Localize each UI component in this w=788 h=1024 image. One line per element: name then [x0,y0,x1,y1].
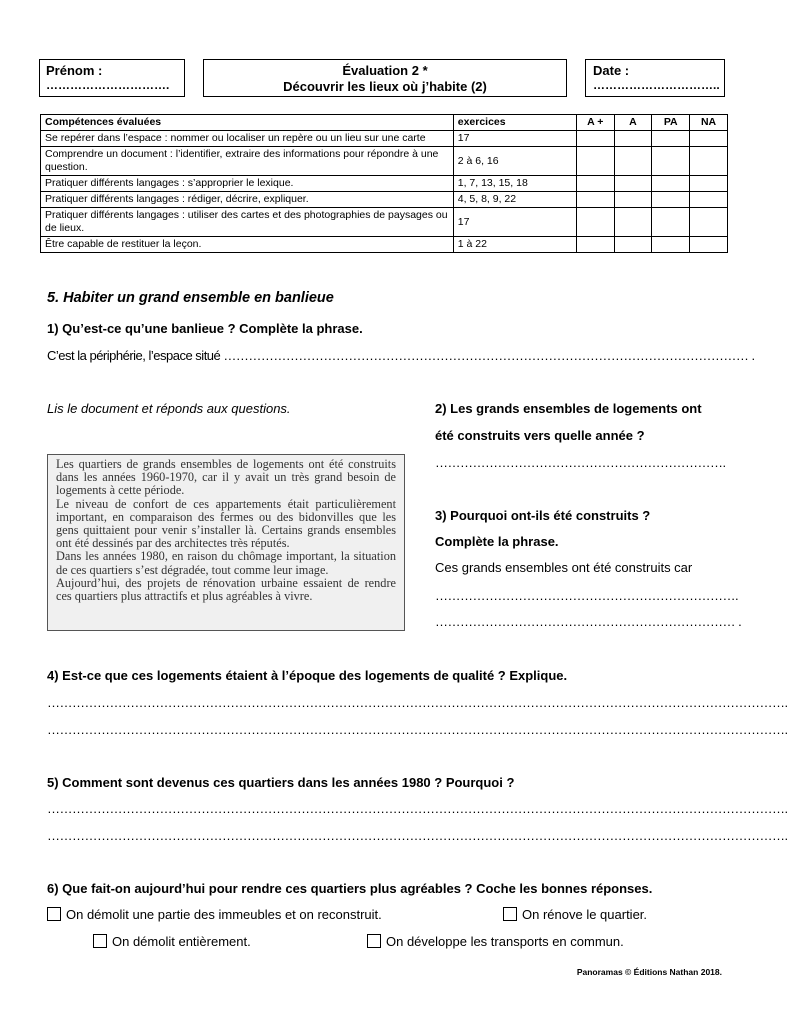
table-row [41,147,728,176]
grade-cell[interactable] [652,208,690,237]
grade-cell[interactable] [614,237,652,253]
document-paragraph: Dans les années 1980, en raison du chômage important, la situation de ces quartiers s’est dégradée, tout comme leur image. [56,549,396,577]
exercise-cell: 17 [453,131,576,147]
grade-cell[interactable] [652,237,690,253]
question-6: 6) Que fait-on aujourd’hui pour rendre ces quartiers plus agréables ? Coche les bonnes réponses. [47,881,653,896]
table-row [41,192,728,208]
grade-cell[interactable] [614,176,652,192]
grade-cell[interactable] [652,176,690,192]
option-demolish-entirely[interactable] [93,934,251,949]
grade-cell[interactable] [614,131,652,147]
exercise-cell: 2 à 6, 16 [453,147,576,176]
evaluation-title-box [203,59,567,97]
grade-cell[interactable] [576,147,614,176]
grade-cell[interactable] [576,176,614,192]
option-label: On développe les transports en commun. [386,934,624,949]
footer-credit: Panoramas © Éditions Nathan 2018. [576,967,722,977]
col-header-na: NA [690,115,728,131]
col-header-pa: PA [652,115,690,131]
answer-4-line1[interactable]: ……………………………………………………………………………………………………………………………………………………………. [47,695,788,710]
table-row [41,131,728,147]
question-3-line1: 3) Pourquoi ont-ils été construits ? [435,508,651,523]
skill-cell: Pratiquer différents langages : s’approprier le lexique. [41,176,454,192]
prenom-label: Prénom : [46,63,103,78]
grade-cell[interactable] [576,192,614,208]
grade-cell[interactable] [690,176,728,192]
option-label: On rénove le quartier. [522,907,648,922]
answer-5-line2[interactable]: ……………………………………………………………………………………………………………………………………………………………. [47,828,788,843]
document-paragraph: Le niveau de confort de ces appartements était particulièrement important, en comparaison des fermes ou des bidonvilles que les gens quittaient pour venir s’installer là. Certains grands ensembles ont été dessinés par des architectes très réputés. [56,496,396,551]
checkbox[interactable] [367,934,381,948]
skill-cell: Être capable de restituer la leçon. [41,237,454,253]
table-row [41,176,728,192]
checkbox[interactable] [47,907,61,921]
grade-cell[interactable] [690,237,728,253]
question-3-prompt: Ces grands ensembles ont été construits car [435,560,693,575]
evaluation-subtitle: Découvrir les lieux où j’habite (2) [283,79,487,94]
answer-2-line[interactable]: ……………………………………………………………. [435,455,726,470]
grade-cell[interactable] [576,237,614,253]
option-label: On démolit une partie des immeubles et on reconstruit. [66,907,382,922]
exercise-cell: 1, 7, 13, 15, 18 [453,176,576,192]
col-header-a-plus: A + [576,115,614,131]
section-title: 5. Habiter un grand ensemble en banlieue [47,290,334,306]
date-label: Date : [593,63,630,78]
grade-cell[interactable] [576,131,614,147]
answer-3-line1[interactable]: ………………………………………………………………. [435,588,739,603]
evaluation-title: Évaluation 2 * [342,63,428,78]
prenom-blank[interactable]: …………………………. [46,78,170,92]
option-renovate[interactable] [503,907,647,922]
answer-3-line2[interactable]: ……………………………………………………………… . [435,614,742,629]
skill-cell: Pratiquer différents langages : rédiger, décrire, expliquer. [41,192,454,208]
grade-cell[interactable] [690,131,728,147]
question-2-line2: été construits vers quelle année ? [435,428,645,443]
question-2-line1: 2) Les grands ensembles de logements ont [435,401,702,416]
checkbox[interactable] [93,934,107,948]
document-paragraph: Aujourd’hui, des projets de rénovation urbaine essaient de rendre ces quartiers plus attractifs et plus agréables à vivre. [56,575,396,604]
table-header-row [41,115,728,131]
grade-cell[interactable] [652,131,690,147]
checkbox[interactable] [503,907,517,921]
question-3-line2: Complète la phrase. [435,534,559,549]
document-instruction: Lis le document et réponds aux questions. [47,401,291,416]
grade-cell[interactable] [652,192,690,208]
grade-cell[interactable] [690,208,728,237]
competences-table [40,114,728,253]
grade-cell[interactable] [576,208,614,237]
answer-4-line2[interactable]: ……………………………………………………………………………………………………………………………………………………………. [47,722,788,737]
name-field-box[interactable] [39,59,185,97]
grade-cell[interactable] [614,192,652,208]
col-header-competences: Compétences évaluées [41,115,454,131]
col-header-a: A [614,115,652,131]
exercise-cell: 17 [453,208,576,237]
question-4: 4) Est-ce que ces logements étaient à l’époque des logements de qualité ? Explique. [47,668,568,683]
grade-cell[interactable] [614,147,652,176]
answer-5-line1[interactable]: ……………………………………………………………………………………………………………………………………………………………. [47,801,788,816]
exercise-cell: 1 à 22 [453,237,576,253]
table-row [41,237,728,253]
document-paragraph: Les quartiers de grands ensembles de logements ont été construits dans les années 1960-1970, car il y avait un très grand besoin de logements à cette période. [56,457,396,498]
grade-cell[interactable] [690,147,728,176]
answer-1-line[interactable]: C’est la périphérie, l’espace situé ……………………………………………………………………………………………………………… . [47,348,755,363]
grade-cell[interactable] [690,192,728,208]
option-demolish-partial[interactable] [47,907,382,922]
exercise-cell: 4, 5, 8, 9, 22 [453,192,576,208]
grade-cell[interactable] [652,147,690,176]
skill-cell: Se repérer dans l’espace : nommer ou localiser un repère ou un lieu sur une carte [41,131,454,147]
document-excerpt [47,454,405,631]
option-label: On démolit entièrement. [112,934,251,949]
skill-cell: Pratiquer différents langages : utiliser des cartes et des photographies de paysages ou de lieux. [41,208,454,237]
table-row [41,208,728,237]
date-field-box[interactable] [585,59,725,97]
grade-cell[interactable] [614,208,652,237]
option-transport[interactable] [367,934,624,949]
date-blank[interactable]: ………………………….. [593,78,720,92]
col-header-exercices: exercices [453,115,576,131]
question-5: 5) Comment sont devenus ces quartiers dans les années 1980 ? Pourquoi ? [47,775,515,790]
question-1: 1) Qu’est-ce qu’une banlieue ? Complète la phrase. [47,321,363,336]
skill-cell: Comprendre un document : l’identifier, extraire des informations pour répondre à une question. [41,147,454,176]
